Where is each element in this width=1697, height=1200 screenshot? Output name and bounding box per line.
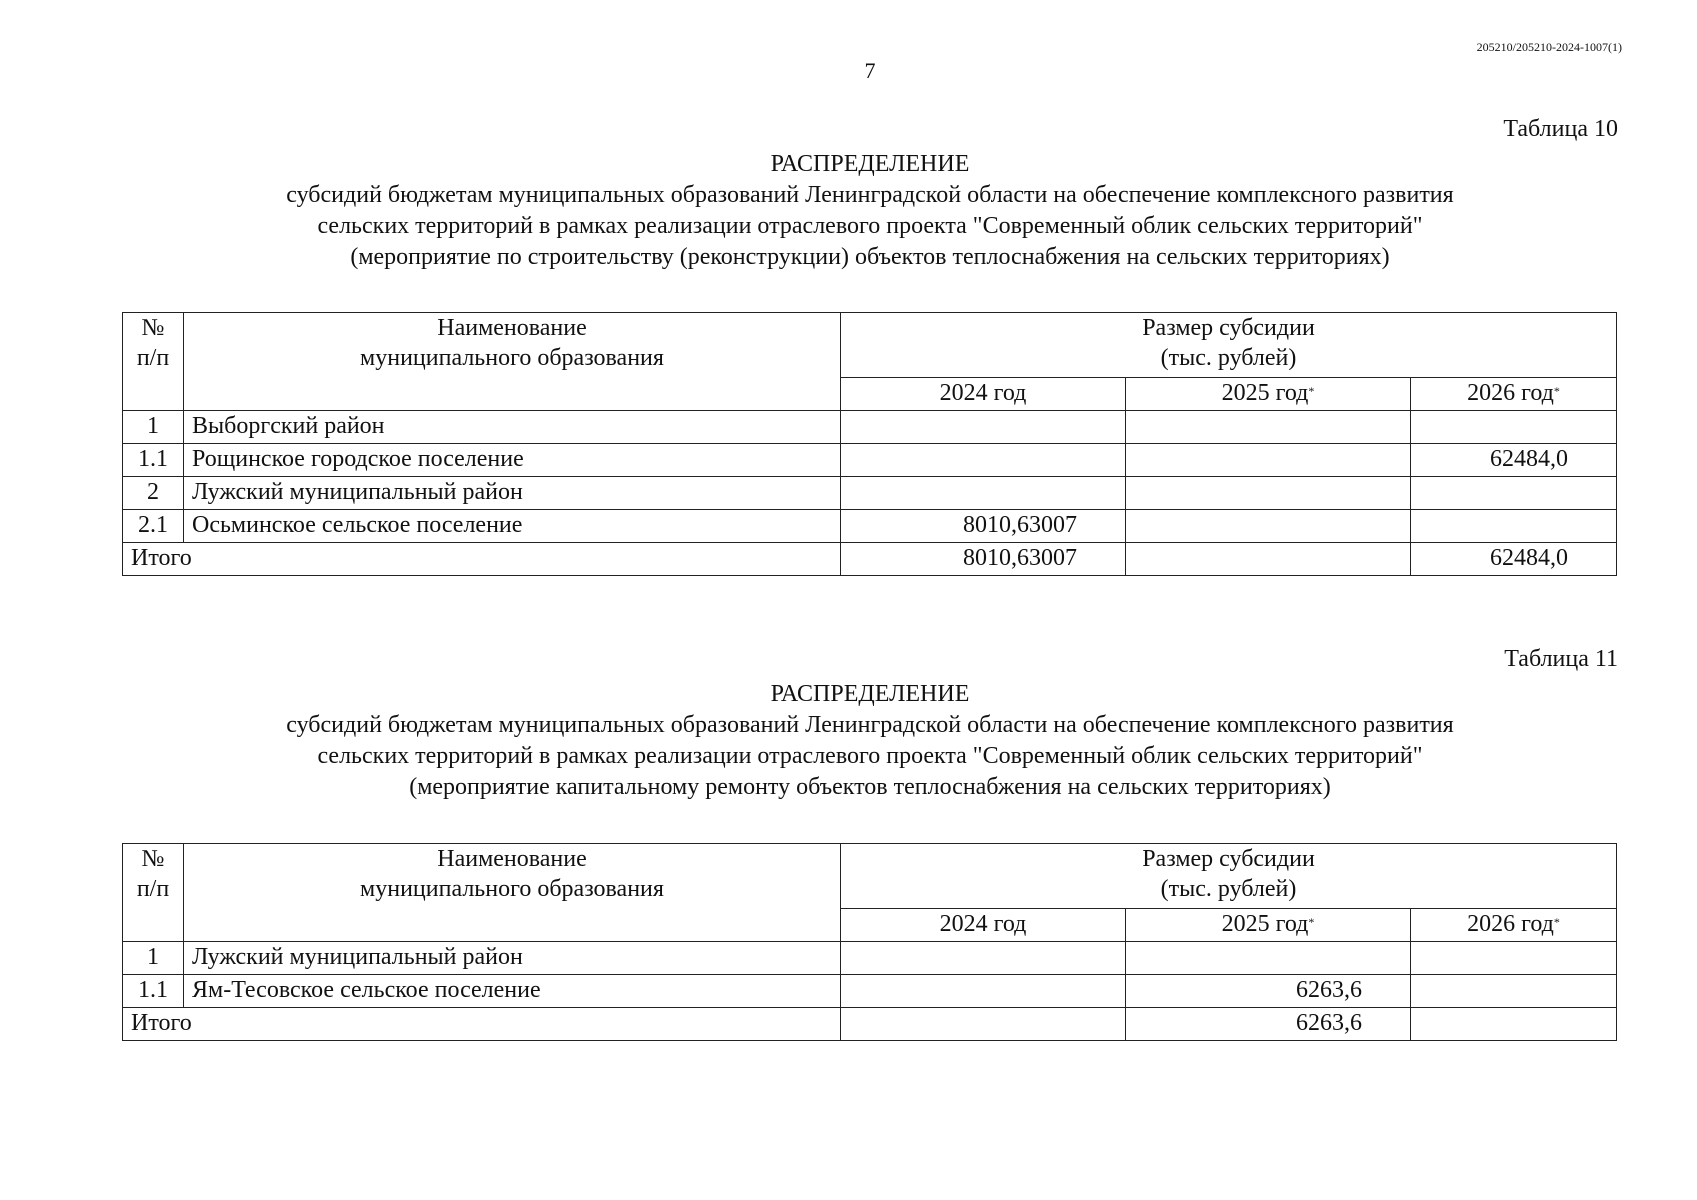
table-row bbox=[123, 975, 1617, 1008]
header-subsidy-size: Размер субсидии (тыс. рублей) bbox=[841, 313, 1617, 378]
row-name: Рощинское городское поселение bbox=[184, 444, 841, 477]
row-2025 bbox=[1126, 411, 1411, 444]
title-line: сельских территорий в рамках реализации отраслевого проекта "Современный облик сельских территорий" bbox=[317, 743, 1423, 769]
total-2026: 62484,0 bbox=[1411, 543, 1617, 576]
row-2026 bbox=[1411, 510, 1617, 543]
header-year-2024: 2024 год bbox=[841, 378, 1126, 411]
total-label: Итого bbox=[123, 543, 841, 576]
header-year-2026: 2026 год* bbox=[1411, 378, 1617, 411]
title-line: субсидий бюджетам муниципальных образований Ленинградской области на обеспечение комплексного развития bbox=[286, 182, 1454, 208]
title-line: (мероприятие по строительству (реконструкции) объектов теплоснабжения на сельских территориях) bbox=[350, 244, 1390, 270]
row-2024: 8010,63007 bbox=[841, 510, 1126, 543]
table-row bbox=[123, 510, 1617, 543]
footnote-mark: * bbox=[1553, 915, 1560, 929]
total-2024: 8010,63007 bbox=[841, 543, 1126, 576]
row-2025: 6263,6 bbox=[1126, 975, 1411, 1008]
table-row bbox=[123, 942, 1617, 975]
row-2025 bbox=[1126, 477, 1411, 510]
header-num: № п/п bbox=[123, 844, 184, 942]
title-line: субсидий бюджетам муниципальных образований Ленинградской области на обеспечение комплексного развития bbox=[286, 712, 1454, 738]
total-2024 bbox=[841, 1008, 1126, 1041]
table-title bbox=[0, 149, 1697, 273]
page-number: 7 bbox=[864, 58, 876, 83]
row-num: 1.1 bbox=[123, 444, 184, 477]
table-title bbox=[0, 679, 1697, 803]
table-label: Таблица 10 bbox=[1503, 116, 1618, 142]
table-row bbox=[123, 477, 1617, 510]
row-num: 2 bbox=[123, 477, 184, 510]
row-2026 bbox=[1411, 975, 1617, 1008]
total-row bbox=[123, 1008, 1617, 1041]
row-name: Лужский муниципальный район bbox=[184, 942, 841, 975]
row-2024 bbox=[841, 975, 1126, 1008]
row-2024 bbox=[841, 444, 1126, 477]
footnote-mark: * bbox=[1553, 384, 1560, 398]
row-num: 1.1 bbox=[123, 975, 184, 1008]
row-num: 1 bbox=[123, 411, 184, 444]
document-number: 205210/205210-2024-1007(1) bbox=[1476, 40, 1622, 54]
total-2025: 6263,6 bbox=[1126, 1008, 1411, 1041]
row-2026 bbox=[1411, 942, 1617, 975]
header-num: № п/п bbox=[123, 313, 184, 411]
total-2025 bbox=[1126, 543, 1411, 576]
header-year-2025: 2025 год* bbox=[1126, 909, 1411, 942]
row-2026: 62484,0 bbox=[1411, 444, 1617, 477]
row-2024 bbox=[841, 942, 1126, 975]
header-year-2025: 2025 год* bbox=[1126, 378, 1411, 411]
row-2024 bbox=[841, 411, 1126, 444]
row-name: Лужский муниципальный район bbox=[184, 477, 841, 510]
header-name: Наименование муниципального образования bbox=[184, 313, 841, 411]
total-row bbox=[123, 543, 1617, 576]
footnote-mark: * bbox=[1308, 384, 1315, 398]
row-2026 bbox=[1411, 477, 1617, 510]
header-year-2026: 2026 год* bbox=[1411, 909, 1617, 942]
title-line: РАСПРЕДЕЛЕНИЕ bbox=[770, 681, 970, 707]
row-name: Ям-Тесовское сельское поселение bbox=[184, 975, 841, 1008]
row-2025 bbox=[1126, 942, 1411, 975]
footnote-mark: * bbox=[1308, 915, 1315, 929]
distribution-table bbox=[122, 843, 1617, 1041]
row-2025 bbox=[1126, 510, 1411, 543]
title-line: РАСПРЕДЕЛЕНИЕ bbox=[770, 151, 970, 177]
header-name: Наименование муниципального образования bbox=[184, 844, 841, 942]
row-2025 bbox=[1126, 444, 1411, 477]
total-label: Итого bbox=[123, 1008, 841, 1041]
distribution-table bbox=[122, 312, 1617, 576]
header-year-2024: 2024 год bbox=[841, 909, 1126, 942]
title-line: (мероприятие капитальному ремонту объектов теплоснабжения на сельских территориях) bbox=[409, 774, 1331, 800]
header-subsidy-size: Размер субсидии (тыс. рублей) bbox=[841, 844, 1617, 909]
table-row bbox=[123, 411, 1617, 444]
row-name: Осьминское сельское поселение bbox=[184, 510, 841, 543]
table-row bbox=[123, 444, 1617, 477]
row-num: 2.1 bbox=[123, 510, 184, 543]
total-2026 bbox=[1411, 1008, 1617, 1041]
title-line: сельских территорий в рамках реализации отраслевого проекта "Современный облик сельских территорий" bbox=[317, 213, 1423, 239]
row-num: 1 bbox=[123, 942, 184, 975]
row-2026 bbox=[1411, 411, 1617, 444]
table-label: Таблица 11 bbox=[1504, 646, 1618, 672]
row-2024 bbox=[841, 477, 1126, 510]
row-name: Выборгский район bbox=[184, 411, 841, 444]
